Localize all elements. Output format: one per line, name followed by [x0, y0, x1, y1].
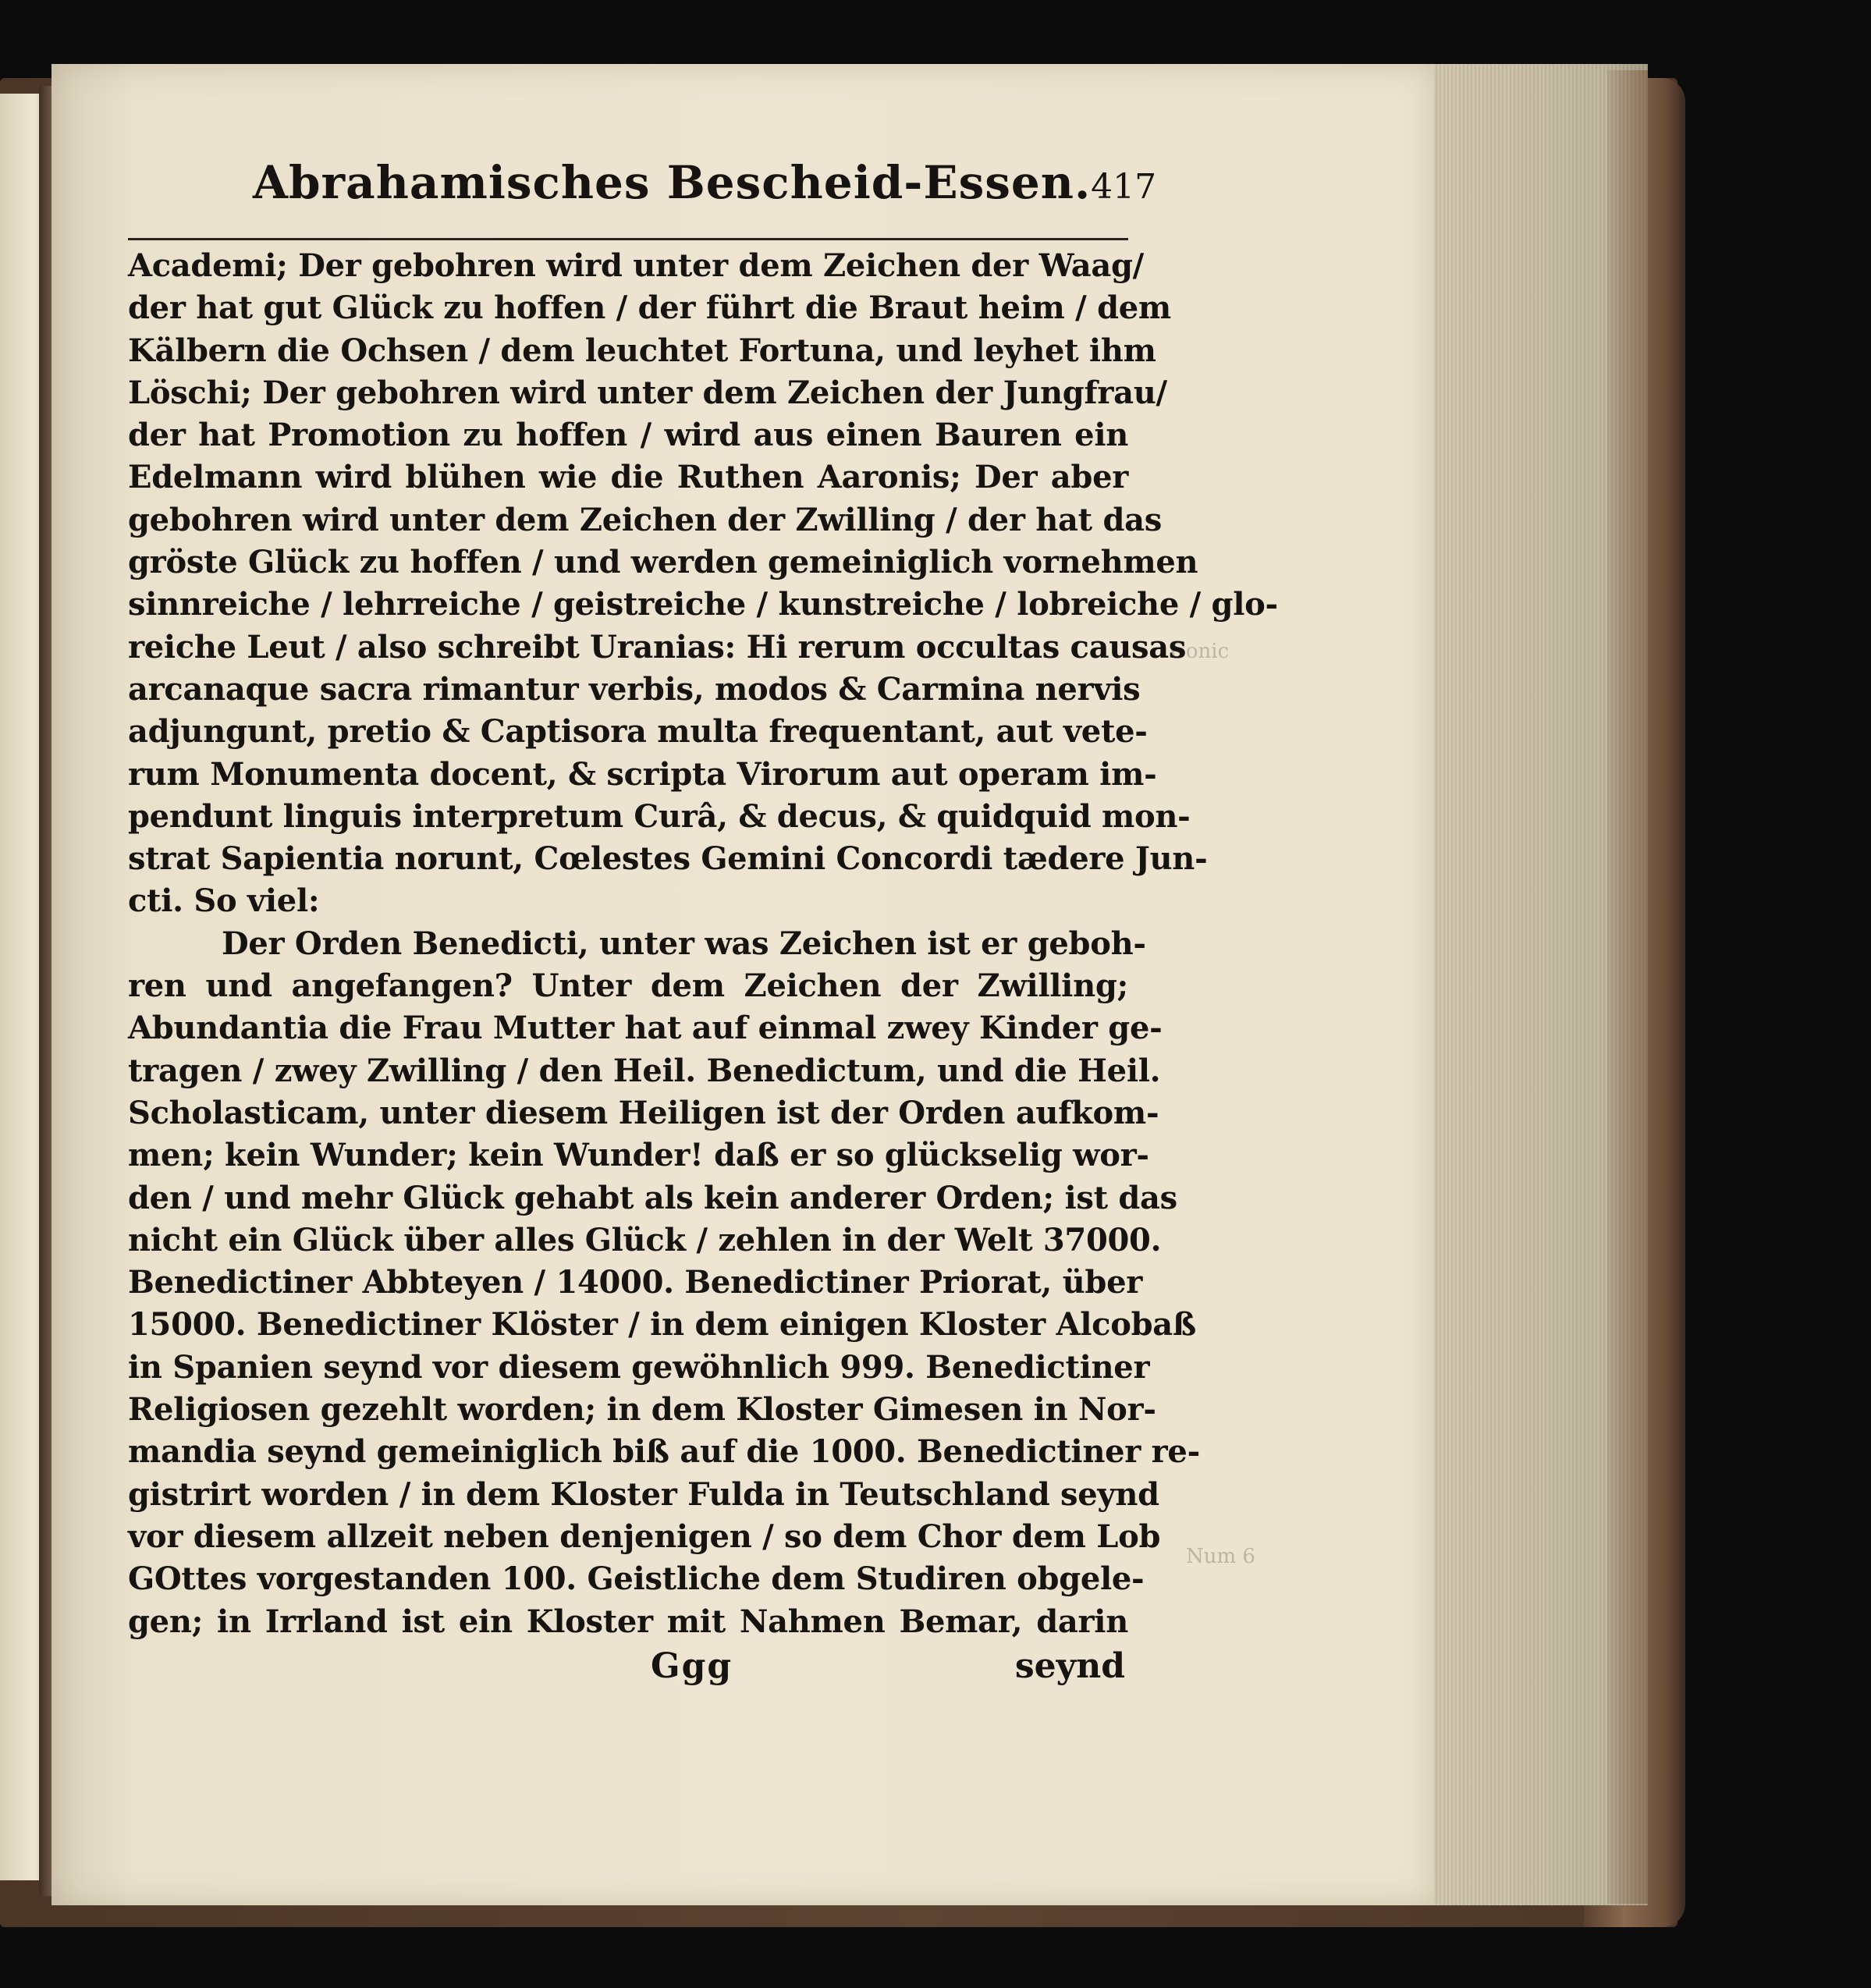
text-line: tragen / zwey Zwilling / den Heil. Benedictum, und die Heil. — [128, 1052, 1161, 1089]
text-line: sinnreiche / lehrreiche / geistreiche / kunstreiche / lobreiche / glo- — [128, 586, 1278, 623]
fore-edge-shadow — [1607, 70, 1648, 1904]
text-line: Löschi; Der gebohren wird unter dem Zeichen der Jungfrau/ — [128, 374, 1167, 411]
text-line: men; kein Wunder; kein Wunder! daß er so glückselig wor- — [128, 1137, 1149, 1174]
text-line: in Spanien seynd vor diesem gewöhnlich 999. Benedictiner — [128, 1348, 1150, 1386]
signature-mark: Ggg — [651, 1645, 733, 1686]
catchword: seynd — [1014, 1645, 1125, 1686]
text-line: rum Monumenta docent, & scripta Virorum aut operam im- — [128, 755, 1157, 793]
running-title: Abrahamisches Bescheid-Essen. — [253, 156, 1092, 209]
text-line: cti. So viel: — [128, 882, 320, 920]
text-line: pendunt linguis interpretum Curâ, & decus, & quidquid mon- — [128, 797, 1191, 835]
text-line: GOttes vorgestanden 100. Geistliche dem Studiren obgele- — [128, 1560, 1145, 1598]
text-line: Scholasticam, unter diesem Heiligen ist der Orden aufkom- — [128, 1094, 1159, 1131]
page-number: 417 — [1091, 167, 1157, 207]
text-line: Kälbern die Ochsen / dem leuchtet Fortuna, und leyhet ihm — [128, 332, 1156, 369]
page-header — [128, 156, 1157, 240]
text-line: reiche Leut / also schreibt Uranias: Hi rerum occultas causas — [128, 628, 1187, 666]
text-line: 15000. Benedictiner Klöster / in dem einigen Kloster Alcobaß — [128, 1306, 1196, 1344]
text-line: Academi; Der gebohren wird unter dem Zeichen der Waag/ — [128, 247, 1144, 284]
text-line: mandia seynd gemeiniglich biß auf die 1000. Benedictiner re- — [128, 1433, 1200, 1471]
text-line: arcanaque sacra rimantur verbis, modos & Carmina nervis — [128, 670, 1141, 708]
text-line: gen; in Irrland ist ein Kloster mit Nahmen Bemar, darin — [128, 1603, 1128, 1640]
text-line: Edelmann wird blühen wie die Ruthen Aaronis; Der aber — [128, 459, 1128, 496]
text-line: adjungunt, pretio & Captisora multa frequentant, aut vete- — [128, 713, 1148, 751]
text-line: ren und angefangen? Unter dem Zeichen der Zwilling; — [128, 967, 1128, 1005]
text-line: der hat Promotion zu hoffen / wird aus einen Bauren ein — [128, 417, 1128, 454]
show-through-lower: Num 6 — [1186, 1545, 1255, 1568]
show-through-upper: Conic — [1170, 640, 1230, 663]
text-line: gistrirt worden / in dem Kloster Fulda in Teutschland seynd — [128, 1475, 1159, 1513]
text-line: gebohren wird unter dem Zeichen der Zwilling / der hat das — [128, 501, 1162, 538]
text-line: den / und mehr Glück gehabt als kein anderer Orden; ist das — [128, 1179, 1177, 1216]
text-line: vor diesem allzeit neben denjenigen / so dem Chor dem Lob — [128, 1518, 1161, 1555]
paragraph-start-line: Der Orden Benedicti, unter was Zeichen ist er geboh- — [222, 925, 1146, 962]
text-line: Abundantia die Frau Mutter hat auf einmal zwey Kinder ge- — [128, 1010, 1163, 1047]
text-line: Religiosen gezehlt worden; in dem Kloster Gimesen in Nor- — [128, 1391, 1156, 1429]
text-line: gröste Glück zu hoffen / und werden gemeiniglich vornehmen — [128, 544, 1198, 581]
text-line: Benedictiner Abbteyen / 14000. Benedictiner Priorat, über — [128, 1264, 1142, 1301]
text-line: strat Sapientia norunt, Cœlestes Gemini Concordi tædere Jun- — [128, 840, 1208, 878]
text-line: der hat gut Glück zu hoffen / der führt die Braut heim / dem — [128, 289, 1171, 327]
text-line: nicht ein Glück über alles Glück / zehlen in der Welt 37000. — [128, 1221, 1162, 1258]
page-footer — [128, 1643, 1128, 1690]
